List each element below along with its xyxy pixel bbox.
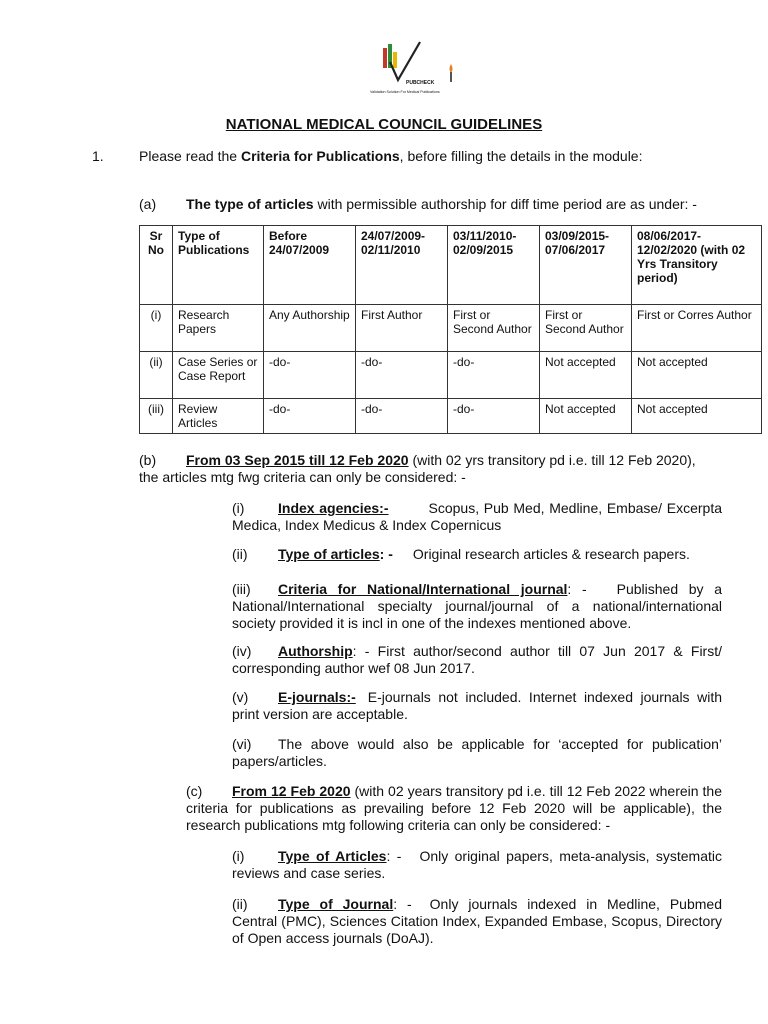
section-c-text: (c) From 12 Feb 2020 (with 02 years transitory pd i.e. till 12 Feb 2022 wherein the criteria for publications as prevailing before 12 Feb 2020 will be applicable), the research publications mtg following criteria can only be considered: - bbox=[186, 783, 722, 833]
section-b-heading: From 03 Sep 2015 till 12 Feb 2020 (with 02 yrs transitory pd i.e. till 12 Feb 2020), bbox=[186, 452, 696, 468]
table-cell: Case Series or Case Report bbox=[173, 352, 264, 399]
authorship-table bbox=[139, 225, 762, 434]
table-cell: (i) bbox=[140, 305, 173, 352]
table-cell: Not accepted bbox=[632, 352, 762, 399]
table-cell: First or Corres Author bbox=[632, 305, 762, 352]
table-cell: (ii) bbox=[140, 352, 173, 399]
table-cell: Research Papers bbox=[173, 305, 264, 352]
section-b-line2: the articles mtg fwg criteria can only be considered: - bbox=[139, 469, 466, 485]
section-a-text: The type of articles with permissible authorship for diff time period are as under: - bbox=[186, 196, 697, 212]
table-header-cell: Type of Publications bbox=[173, 226, 264, 305]
table-header-cell: 24/07/2009-02/11/2010 bbox=[356, 226, 448, 305]
table-header-cell: Sr No bbox=[140, 226, 173, 305]
table-cell: (iii) bbox=[140, 399, 173, 434]
pubcheck-logo bbox=[370, 40, 460, 102]
list-item: (ii) Type of articles: - Original research articles & research papers. bbox=[232, 546, 690, 562]
table-cell: Not accepted bbox=[540, 399, 632, 434]
table-cell: First or Second Author bbox=[540, 305, 632, 352]
section-c-label: (c) bbox=[186, 783, 203, 799]
list-item: (i) Type of Articles: - Only original papers, meta-analysis, systematic reviews and case series. bbox=[232, 848, 723, 881]
table-cell: Review Articles bbox=[173, 399, 264, 434]
logo-brand: PUBCHECK bbox=[406, 80, 435, 86]
table-cell: Not accepted bbox=[540, 352, 632, 399]
list-item: (iv) Authorship: - First author/second author till 07 Jun 2017 & First/ corresponding author wef 08 Jun 2017. bbox=[232, 643, 722, 676]
table-cell: Any Authorship bbox=[264, 305, 356, 352]
table-header-cell: 08/06/2017-12/02/2020 (with 02 Yrs Transitory period) bbox=[632, 226, 762, 305]
table-cell: -do- bbox=[448, 399, 540, 434]
point1-text: Please read the Criteria for Publications, before filling the details in the module: bbox=[139, 148, 643, 164]
table-row bbox=[140, 305, 762, 352]
table-cell: First Author bbox=[356, 305, 448, 352]
table-cell: -do- bbox=[448, 352, 540, 399]
table-cell: Not accepted bbox=[632, 399, 762, 434]
list-item: (ii) Type of Journal: - Only journals indexed in Medline, Pubmed Central (PMC), Sciences Citation Index, Expanded Embase, Scopus, Directory of Open access journals (DoAJ). bbox=[232, 896, 722, 946]
page-title: NATIONAL MEDICAL COUNCIL GUIDELINES bbox=[225, 116, 543, 133]
table-cell: -do- bbox=[264, 399, 356, 434]
table-header-cell: 03/09/2015-07/06/2017 bbox=[540, 226, 632, 305]
table-header-cell: 03/11/2010-02/09/2015 bbox=[448, 226, 540, 305]
table-row bbox=[140, 352, 762, 399]
point-number: 1. bbox=[92, 148, 104, 164]
list-item: (v) E-journals:- E-journals not included. Internet indexed journals with print version are acceptable. bbox=[232, 689, 722, 722]
logo-tagline: Validation Solution For Medical Publications bbox=[370, 90, 440, 94]
table-header-cell: Before 24/07/2009 bbox=[264, 226, 356, 305]
table-cell: First or Second Author bbox=[448, 305, 540, 352]
list-item: (i) Index agencies:- Scopus, Pub Med, Medline, Embase/ Excerpta Medica, Index Medicus & Index Copernicus bbox=[232, 500, 723, 533]
section-a-label: (a) bbox=[139, 196, 157, 212]
list-item: (iii) Criteria for National/International journal: - Published by a National/International specialty journal/journal of a national/international society provided it is incl in one of the indexes mentioned above. bbox=[232, 581, 722, 631]
table-header-row bbox=[140, 226, 762, 305]
list-item: (vi) The above would also be applicable for ‘accepted for publication’ papers/articles. bbox=[232, 736, 722, 769]
table-cell: -do- bbox=[264, 352, 356, 399]
table-row bbox=[140, 399, 762, 434]
table-cell: -do- bbox=[356, 352, 448, 399]
section-b-label: (b) bbox=[139, 452, 157, 468]
table-cell: -do- bbox=[356, 399, 448, 434]
